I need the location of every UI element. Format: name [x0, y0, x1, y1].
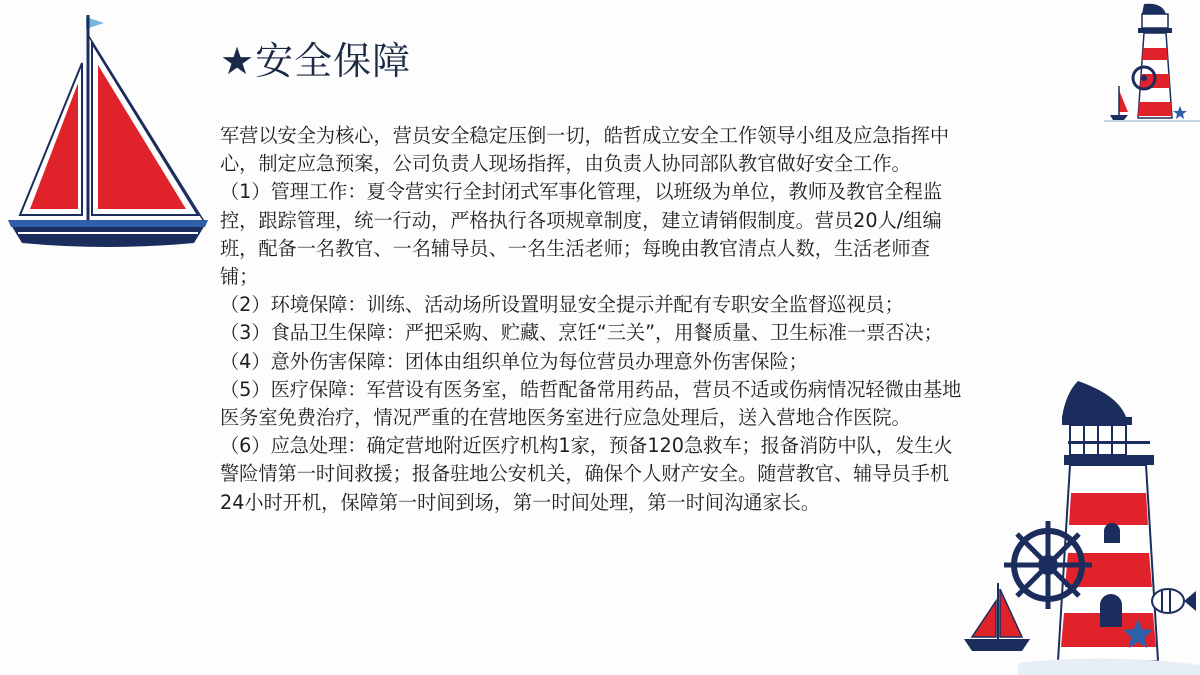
paragraph-food-safety: （3）食品卫生保障：严把采购、贮藏、烹饪“三关”，用餐质量、卫生标准一票否决；: [220, 321, 943, 345]
paragraph-environment: （2）环境保障：训练、活动场所设置明显安全提示并配有专职安全监督巡视员；: [220, 293, 904, 317]
paragraph-management: （1）管理工作：夏令营实行全封闭式军事化管理，以班级为单位，教师及教官全程监控，跟踪管理，统一行动，严格执行各项规章制度，建立请销假制度。营员20人/组编班，配备一名教官、一名辅导员、一名生活老师；每晚由教官清点人数，生活老师查铺；: [220, 180, 943, 289]
paragraph-accident-insurance: （4）意外伤害保障：团体由组织单位为每位营员办理意外伤害保险；: [220, 349, 808, 373]
lighthouse-icon: [958, 375, 1200, 675]
sailboat-icon: [0, 15, 215, 250]
page-title: ★安全保障: [220, 39, 412, 83]
ship-wheel-icon: [1004, 521, 1092, 609]
fish-icon: [1152, 589, 1196, 613]
lighthouse-icon: [1104, 0, 1200, 125]
paragraph-intro: 军营以安全为核心，营员安全稳定压倒一切，皓哲成立安全工作领导小组及应急指挥中心，制定应急预案，公司负责人现场指挥，由负责人协同部队教官做好安全工作。: [220, 124, 950, 176]
paragraph-emergency: （6）应急处理：确定营地附近医疗机构1家，预备120急救车；报备消防中队，发生火警险情第一时间救援；报备驻地公安机关，确保个人财产安全。随营教官、辅导员手机24小时开机，保障第一时间到场，第一时间处理，第一时间沟通家长。: [220, 434, 953, 514]
body-text: [220, 122, 965, 517]
paragraph-medical: （5）医疗保障：军营设有医务室，皓哲配备常用药品，营员不适或伤病情况轻微由基地医务室免费治疗，情况严重的在营地医务室进行应急处理后，送入营地合作医院。: [220, 377, 962, 430]
starfish-icon: [1173, 106, 1187, 119]
